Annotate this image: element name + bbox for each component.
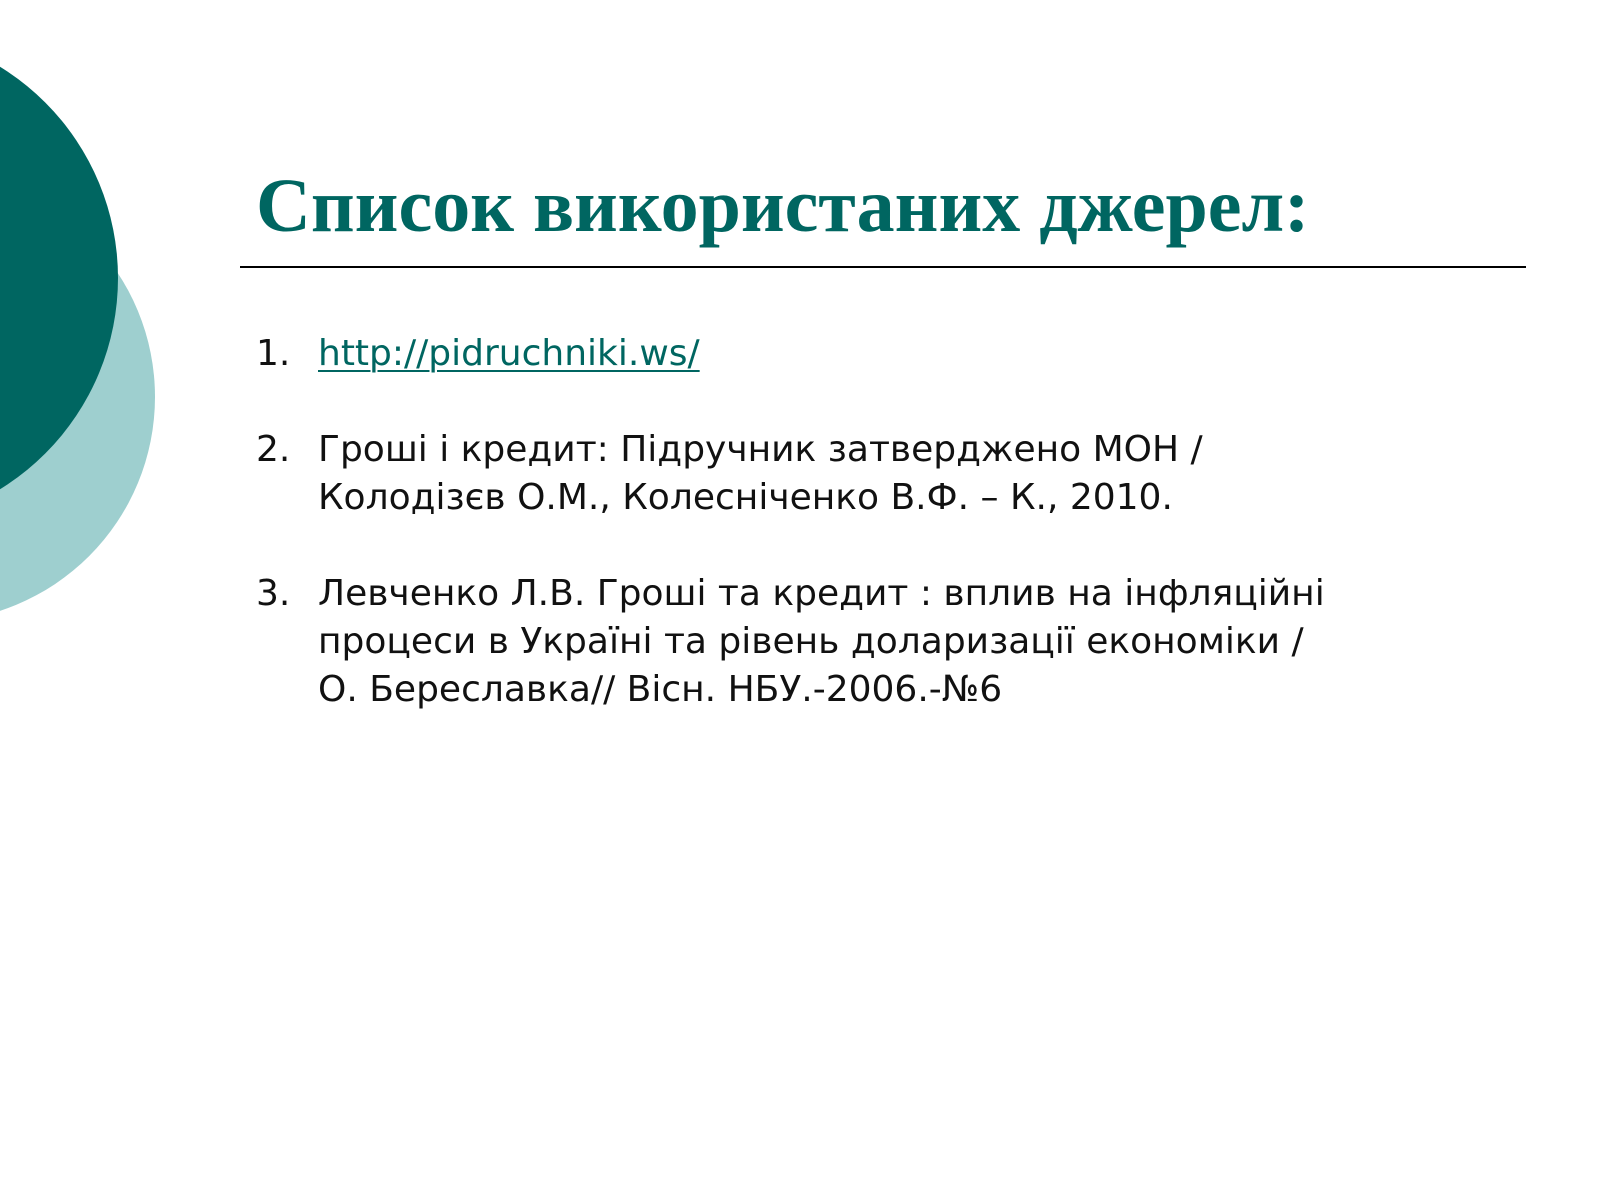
source-item-1 [256,330,1336,378]
source-item-2 [256,426,1336,522]
source-text: Гроші і кредит: Підручник затверджено МОН / Колодізєв О.М., Колесніченко В.Ф. – К., 2010. [318,429,1203,518]
light-teal-circle [0,172,155,622]
slide-title: Список використаних джерел: [256,164,1310,248]
source-number: 1. [256,333,291,374]
source-item-3 [256,570,1336,714]
source-text: Левченко Л.В. Гроші та кредит : вплив на інфляційні процеси в Україні та рівень доларизації економіки /О. Береславка// Вісн. НБУ.-2006.-№6 [318,573,1325,710]
source-number: 3. [256,573,291,614]
title-underline-rule [240,266,1526,268]
sources-list [256,330,1336,762]
source-number: 2. [256,429,291,470]
source-link[interactable]: http://pidruchniki.ws/ [318,333,700,374]
dark-teal-circle [0,30,118,526]
